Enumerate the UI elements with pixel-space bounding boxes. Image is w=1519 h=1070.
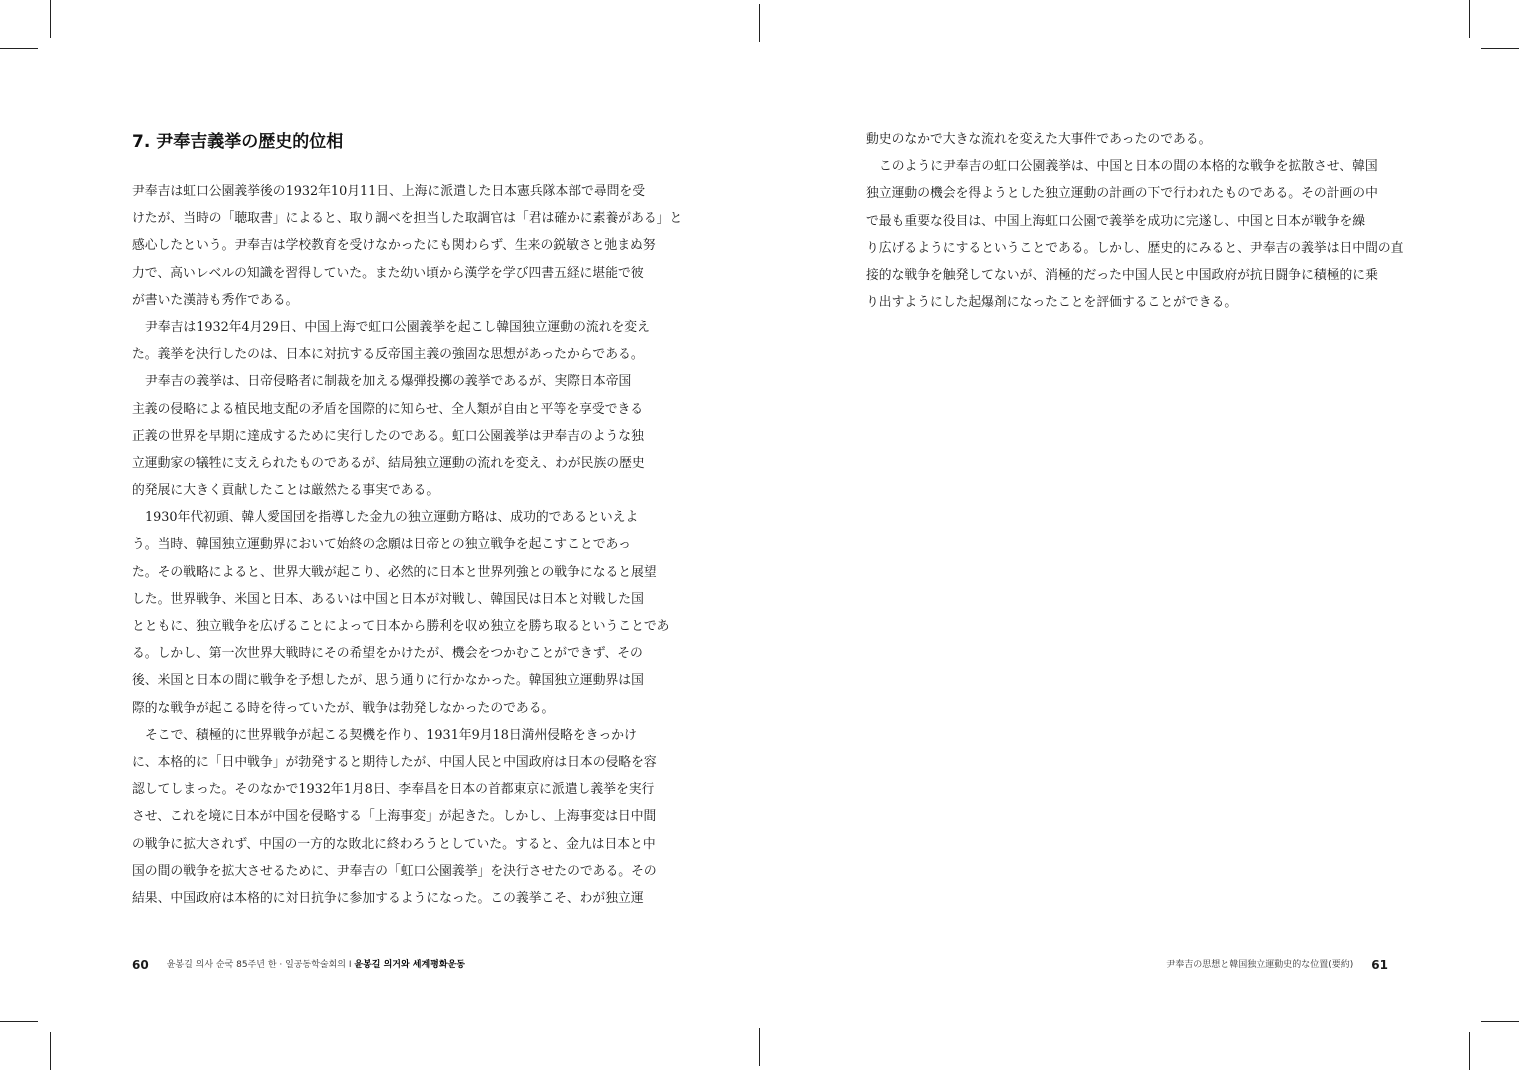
text-line: 的発展に大きく貢献したことは厳然たる事実である。 <box>132 483 440 499</box>
text-line: う。当時、韓国独立運動界において始終の念願は日帝との独立戦争を起こすことであっ <box>132 537 631 553</box>
page-number: 61 <box>1371 958 1388 972</box>
text-line: 尹奉吉は1932年4月29日、中国上海で虹口公園義挙を起こし韓国独立運動の流れを変え <box>145 319 650 335</box>
text-line: 尹奉吉は虹口公園義挙後の1932年10月11日、上海に派遣した日本憲兵隊本部で尋問を受 <box>132 184 646 199</box>
text-line: 後、米国と日本の間に戦争を予想したが、思う通りに行かなかった。韓国独立運動界は国 <box>132 673 644 689</box>
text-line: そこで、積極的に世界戦争が起こる契機を作り、1931年9月18日満州侵略をきっかけ <box>145 727 637 743</box>
page-footer <box>132 956 465 974</box>
text-line: 1930年代初頭、韓人愛国団を指導した金九の独立運動方略は、成功的であるといえよ <box>145 510 639 526</box>
text-line: 動史のなかで大きな流れを変えた大事件であったのである。 <box>866 132 1212 147</box>
text-line: の戦争に拡大されず、中国の一方的な敗北に終わろうとしていた。すると、金九は日本と中 <box>132 836 656 852</box>
text-line: 国の間の戦争を拡大させるために、尹奉吉の「虹口公園義挙」を決行させたのである。その <box>132 863 657 879</box>
left-page <box>0 0 759 1070</box>
text-line: に、本格的に「日中戦争」が勃発すると期待したが、中国人民と中国政府は日本の侵略を容 <box>132 754 657 770</box>
text-line: 独立運動の機会を得ようとした独立運動の計画の下で行われたものである。その計画の中 <box>866 186 1378 202</box>
text-line: 主義の侵略による植民地支配の矛盾を国際的に知らせ、全人類が自由と平等を享受できる <box>132 401 644 417</box>
text-line: 感心したという。尹奉吉は学校教育を受けなかったにも関わらず、生来の鋭敏さと弛まぬ努 <box>132 238 656 254</box>
text-line: た。義挙を決行したのは、日本に対抗する反帝国主義の強固な思想があったからである。 <box>132 347 644 363</box>
running-title: 尹奉吉の思想と韓国独立運動史的な位置(要約) <box>1166 960 1354 970</box>
running-title-bold: 윤봉길 의거와 세계평화운동 <box>354 960 465 970</box>
body-text <box>132 178 683 912</box>
text-line: た。その戦略によると、世界大戦が起こり、必然的に日本と世界列強との戦争になると展望 <box>132 564 657 580</box>
text-line: 認してしまった。そのなかで1932年1月8日、李奉昌を日本の首都東京に派遣し義挙を実行 <box>132 782 655 798</box>
text-line: 接的な戦争を触発してないが、消極的だった中国人民と中国政府が抗日闘争に積極的に乗 <box>866 267 1378 283</box>
section-heading: 7. 尹奉吉義挙の歴史的位相 <box>132 132 344 152</box>
page-footer <box>1166 956 1388 974</box>
running-title <box>167 960 465 970</box>
text-line: とともに、独立戦争を広げることによって日本から勝利を収め独立を勝ち取るということであ <box>132 619 670 634</box>
text-line: けたが、当時の「聴取書」によると、取り調べを担当した取調官は「君は確かに素養がある」と <box>132 211 683 227</box>
right-page <box>760 0 1519 1070</box>
text-line: で最も重要な役目は、中国上海虹口公園で義挙を成功に完遂し、中国と日本が戦争を繰 <box>866 213 1366 229</box>
text-line: 立運動家の犠牲に支えられたものであるが、結局独立運動の流れを変え、わが民族の歴史 <box>132 455 645 471</box>
running-title-prefix: 윤봉길 의사 순국 85주년 한 · 일공동학술회의 I <box>166 960 355 970</box>
text-line: り広げるようにするということである。しかし、歴史的にみると、尹奉吉の義挙は日中間の直 <box>866 240 1404 256</box>
page-number: 60 <box>132 958 149 972</box>
text-line: した。世界戦争、米国と日本、あるいは中国と日本が対戦し、韓国民は日本と対戦した国 <box>132 591 644 607</box>
text-line: が書いた漢詩も秀作である。 <box>132 292 299 308</box>
text-line: 正義の世界を早期に達成するために実行したのである。虹口公園義挙は尹奉吉のような独 <box>132 428 644 444</box>
text-line: このように尹奉吉の虹口公園義挙は、中国と日本の間の本格的な戦争を拡散させ、韓国 <box>879 159 1378 175</box>
text-line: る。しかし、第一次世界大戦時にその希望をかけたが、機会をつかむことができず、その <box>132 646 643 662</box>
body-text <box>866 126 1404 316</box>
text-line: 力で、高いレベルの知識を習得していた。また幼い頃から漢学を学び四書五経に堪能で彼 <box>132 265 644 281</box>
text-line: させ、これを境に日本が中国を侵略する「上海事変」が起きた。しかし、上海事変は日中間 <box>132 809 657 825</box>
text-line: り出すようにした起爆剤になったことを評価することができる。 <box>866 295 1238 311</box>
text-line: 尹奉吉の義挙は、日帝侵略者に制裁を加える爆弾投擲の義挙であるが、実際日本帝国 <box>145 374 632 390</box>
text-line: 際的な戦争が起こる時を待っていたが、戦争は勃発しなかったのである。 <box>132 700 555 716</box>
text-line: 結果、中国政府は本格的に対日抗争に参加するようになった。この義挙こそ、わが独立運 <box>132 890 644 906</box>
